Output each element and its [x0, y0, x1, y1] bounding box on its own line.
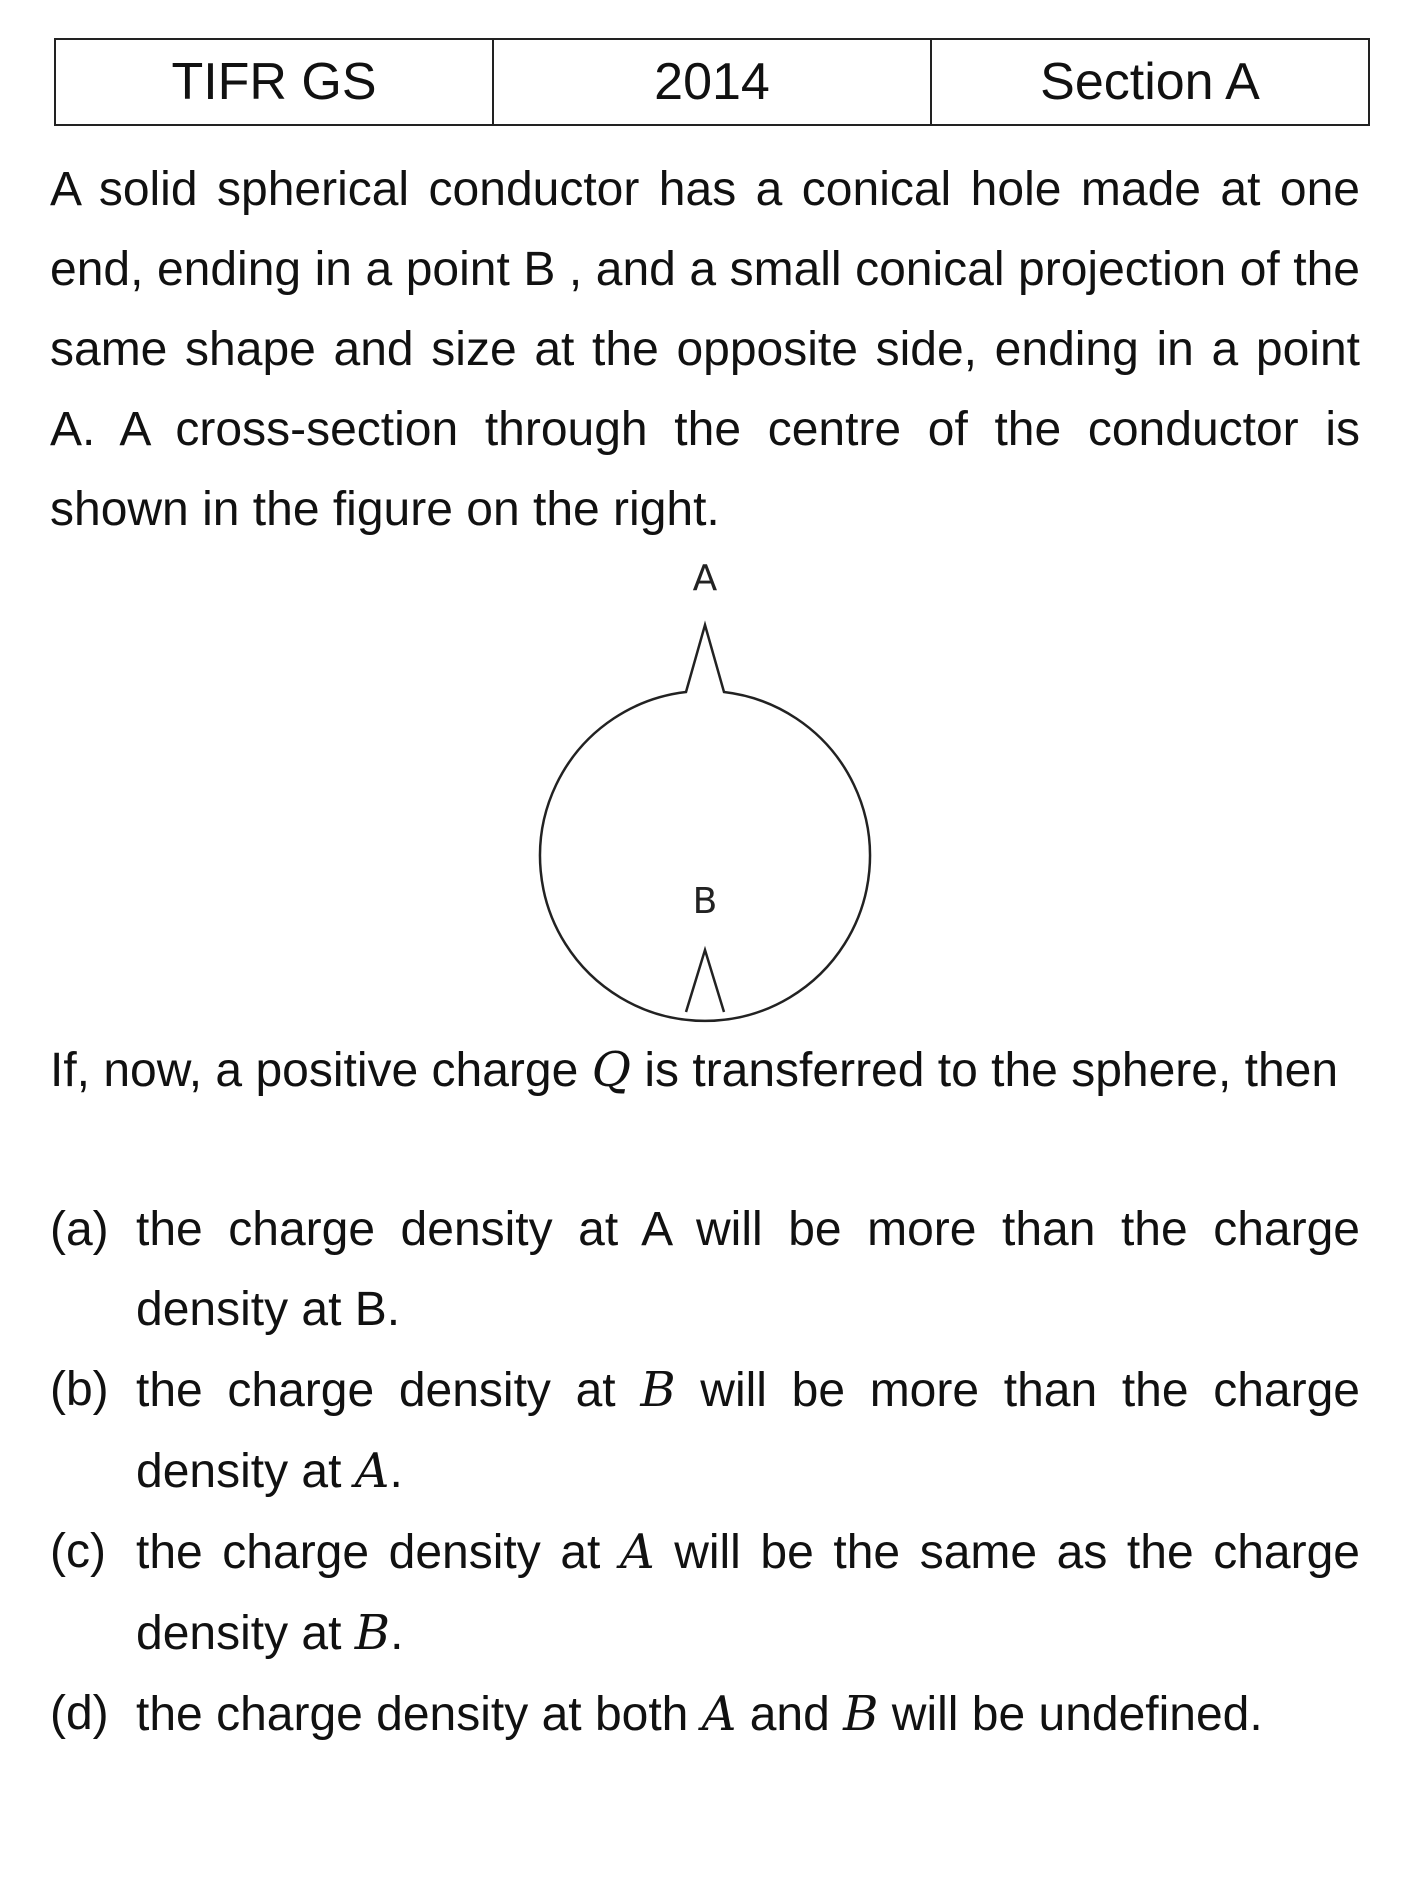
header-exam: TIFR GS	[55, 39, 493, 125]
option-c-symbol-1: A	[619, 1524, 655, 1580]
option-c-text-before: the charge density at	[136, 1526, 620, 1579]
figure-label-a: A	[692, 558, 718, 599]
option-c-text-mid: will be the same as the charge density at	[136, 1526, 1361, 1660]
option-d-symbol-2: B	[843, 1686, 879, 1742]
charge-symbol: Q	[591, 1042, 631, 1098]
option-c-text-after: .	[390, 1607, 404, 1660]
option-a-text	[136, 1190, 1360, 1350]
option-b-text-mid: will be more than the charge density at	[136, 1364, 1360, 1498]
option-b-symbol-1: B	[640, 1362, 676, 1418]
option-a[interactable]	[50, 1190, 1360, 1350]
header-year: 2014	[493, 39, 931, 125]
question-intro: A solid spherical conductor has a conical hole made at one end, ending in a point B , and a small conical projection of the same shape and size at the opposite side, ending in a point A. A cross-section through the centre of the conductor is shown in the figure on the right.	[50, 163, 1360, 536]
header-section: Section A	[931, 39, 1369, 125]
option-d-label: (d)	[50, 1687, 109, 1740]
conductor-figure	[520, 555, 900, 1025]
option-c-label: (c)	[50, 1525, 106, 1578]
lead-text-before: If, now, a positive charge	[50, 1044, 592, 1097]
option-d-text-mid: and	[736, 1688, 844, 1741]
figure-label-b: B	[692, 881, 718, 922]
option-a-label: (a)	[50, 1203, 109, 1256]
option-d[interactable]	[50, 1674, 1360, 1755]
conical-hole-outline	[686, 950, 724, 1012]
answer-options	[50, 1190, 1360, 1755]
option-d-text-before: the charge density at both	[136, 1688, 702, 1741]
option-c-text	[136, 1512, 1360, 1674]
header-table	[54, 38, 1370, 126]
option-a-text-before: the charge density at A will be more than the charge density at B.	[136, 1203, 1360, 1336]
option-d-text-after: will be undefined.	[878, 1688, 1263, 1741]
header-row	[55, 39, 1369, 125]
conductor-cross-section-diagram	[520, 555, 900, 1025]
option-b-text	[136, 1350, 1360, 1512]
lead-text-after: is transferred to the sphere, then	[631, 1044, 1339, 1097]
option-d-text	[136, 1674, 1360, 1755]
option-b-text-after: .	[389, 1445, 403, 1498]
option-b-label: (b)	[50, 1363, 109, 1416]
option-b-symbol-2: A	[354, 1443, 390, 1499]
option-b-text-before: the charge density at	[136, 1364, 641, 1417]
question-lead	[50, 1030, 1360, 1111]
option-c[interactable]	[50, 1512, 1360, 1674]
option-b[interactable]	[50, 1350, 1360, 1512]
option-d-symbol-1: A	[701, 1686, 737, 1742]
option-c-symbol-2: B	[354, 1605, 391, 1661]
